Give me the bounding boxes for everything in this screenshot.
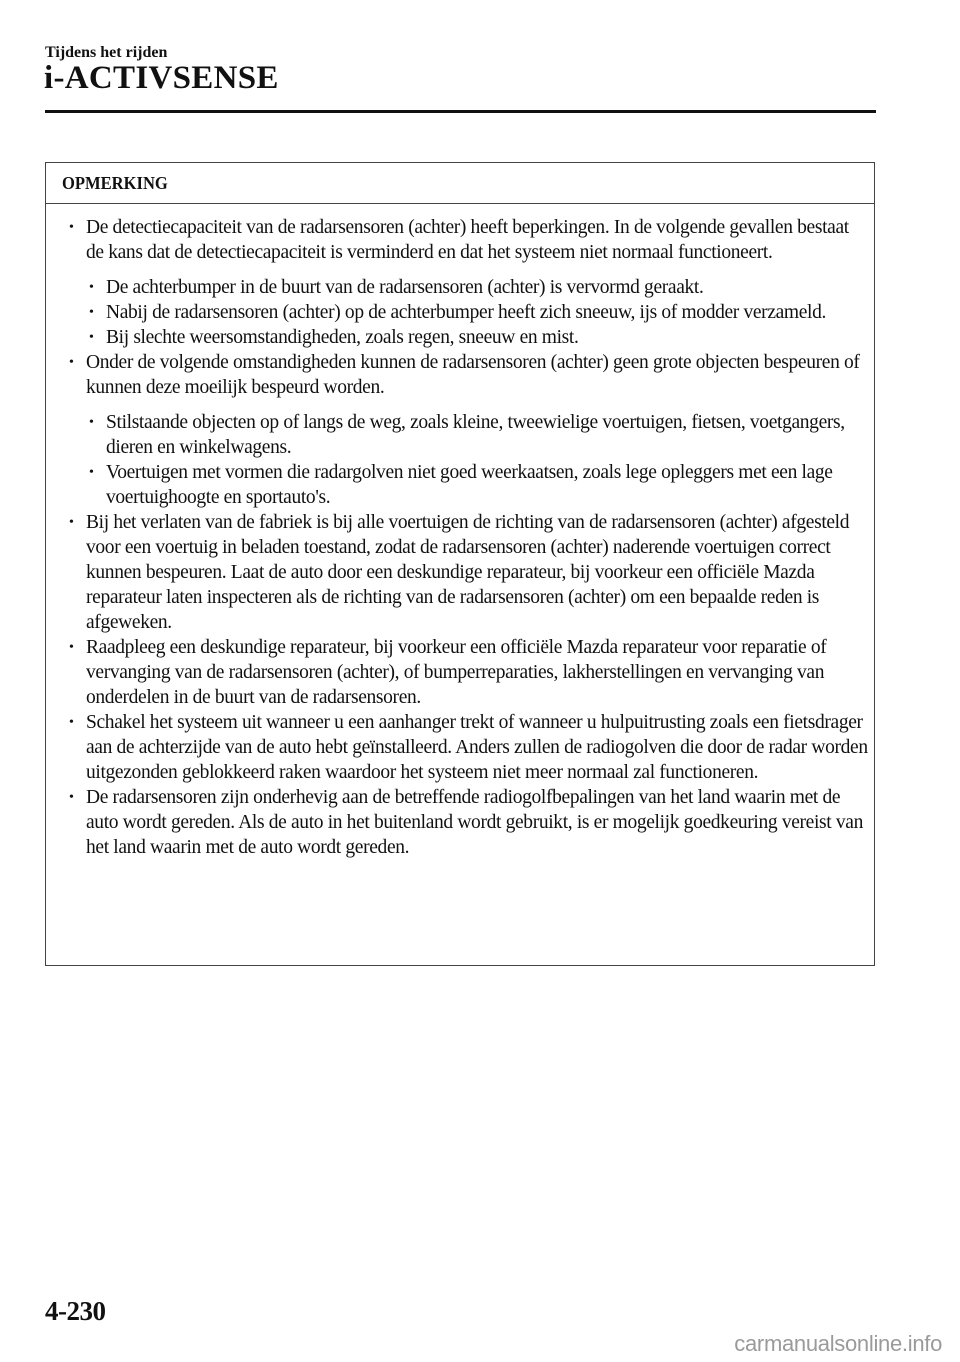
note-subitem-text: Nabij de radarsensoren (achter) op de achterbumper heeft zich sneeuw, ijs of modder verzameld. bbox=[106, 302, 827, 323]
section-label: Tijdens het rijden bbox=[45, 44, 168, 61]
note-item-text: Raadpleeg een deskundige reparateur, bij voorkeur een officiële Mazda reparateur voor reparatie of vervanging van de radarsensoren (achter), of bumperreparaties, lakherstellingen en vervanging van onderdelen in de buurt van de radarsensoren. bbox=[86, 637, 827, 708]
note-item-text: Bij het verlaten van de fabriek is bij alle voertuigen de richting van de radarsensoren (achter) afgesteld voor een voertuig in beladen toestand, zodat de radarsensoren (achter) naderende voertuigen correct kunnen bespeuren. Laat de auto door een deskundige reparateur, bij voorkeur een officiële Mazda reparateur laten inspecteren als de richting van de radarsensoren (achter) om een bepaalde reden is afgeweken. bbox=[86, 512, 850, 633]
bullet-icon: • bbox=[69, 220, 74, 235]
note-title: OPMERKING bbox=[62, 172, 168, 193]
note-box bbox=[45, 162, 875, 966]
note-subitem-text: Bij slechte weersomstandigheden, zoals regen, sneeuw en mist. bbox=[106, 327, 579, 348]
note-item-text: De detectiecapaciteit van de radarsensoren (achter) heeft beperkingen. In de volgende gevallen bestaat de kans dat de detectiecapaciteit is verminderd en dat het systeem niet normaal functioneert. bbox=[86, 217, 849, 263]
note-subitem-text: Voertuigen met vormen die radargolven niet goed weerkaatsen, zoals lege opleggers met een lage voertuighoogte en sportauto's. bbox=[106, 462, 833, 508]
bullet-icon: • bbox=[69, 515, 74, 530]
note-body bbox=[46, 204, 874, 860]
bullet-icon: • bbox=[89, 280, 94, 295]
note-list bbox=[46, 215, 874, 860]
note-item bbox=[46, 215, 874, 350]
note-item bbox=[46, 510, 874, 635]
note-item bbox=[46, 635, 874, 710]
page-title: i-ACTIVSENSE bbox=[44, 60, 279, 96]
bullet-icon: • bbox=[89, 465, 94, 480]
bullet-icon: • bbox=[89, 305, 94, 320]
bullet-icon: • bbox=[69, 355, 74, 370]
note-subitem bbox=[46, 460, 868, 510]
watermark: carmanualsonline.info bbox=[734, 1331, 942, 1356]
note-sublist bbox=[86, 410, 868, 510]
note-item bbox=[46, 785, 874, 860]
header-divider bbox=[45, 110, 876, 113]
note-header bbox=[46, 163, 874, 204]
bullet-icon: • bbox=[69, 640, 74, 655]
note-subitem-text: De achterbumper in de buurt van de radarsensoren (achter) is vervormd geraakt. bbox=[106, 277, 704, 298]
note-item-text: Schakel het systeem uit wanneer u een aanhanger trekt of wanneer u hulpuitrusting zoals een fietsdrager aan de achterzijde van de auto hebt geïnstalleerd. Anders zullen de radiogolven die door de radar worden uitgezonden geblokkeerd raken waardoor het systeem niet meer normaal zal functioneren. bbox=[86, 712, 868, 783]
note-item bbox=[46, 710, 874, 785]
note-item-text: Onder de volgende omstandigheden kunnen de radarsensoren (achter) geen grote objecten bespeuren of kunnen deze moeilijk bespeurd worden. bbox=[86, 352, 860, 398]
note-subitem bbox=[46, 410, 868, 460]
note-subitem-text: Stilstaande objecten op of langs de weg, zoals kleine, tweewielige voertuigen, fietsen, voetgangers, dieren en winkelwagens. bbox=[106, 412, 845, 458]
bullet-icon: • bbox=[69, 715, 74, 730]
note-subitem bbox=[46, 300, 868, 325]
page-number: 4-230 bbox=[45, 1296, 106, 1326]
note-subitem bbox=[46, 275, 868, 300]
note-sublist bbox=[86, 275, 868, 350]
bullet-icon: • bbox=[89, 415, 94, 430]
note-item-text: De radarsensoren zijn onderhevig aan de betreffende radiogolfbepalingen van het land waarin met de auto wordt gereden. Als de auto in het buitenland wordt gebruikt, is er mogelijk goedkeuring vereist van het land waarin met de auto wordt gereden. bbox=[86, 787, 863, 858]
note-subitem bbox=[46, 325, 868, 350]
bullet-icon: • bbox=[89, 330, 94, 345]
bullet-icon: • bbox=[69, 790, 74, 805]
note-item bbox=[46, 350, 874, 510]
